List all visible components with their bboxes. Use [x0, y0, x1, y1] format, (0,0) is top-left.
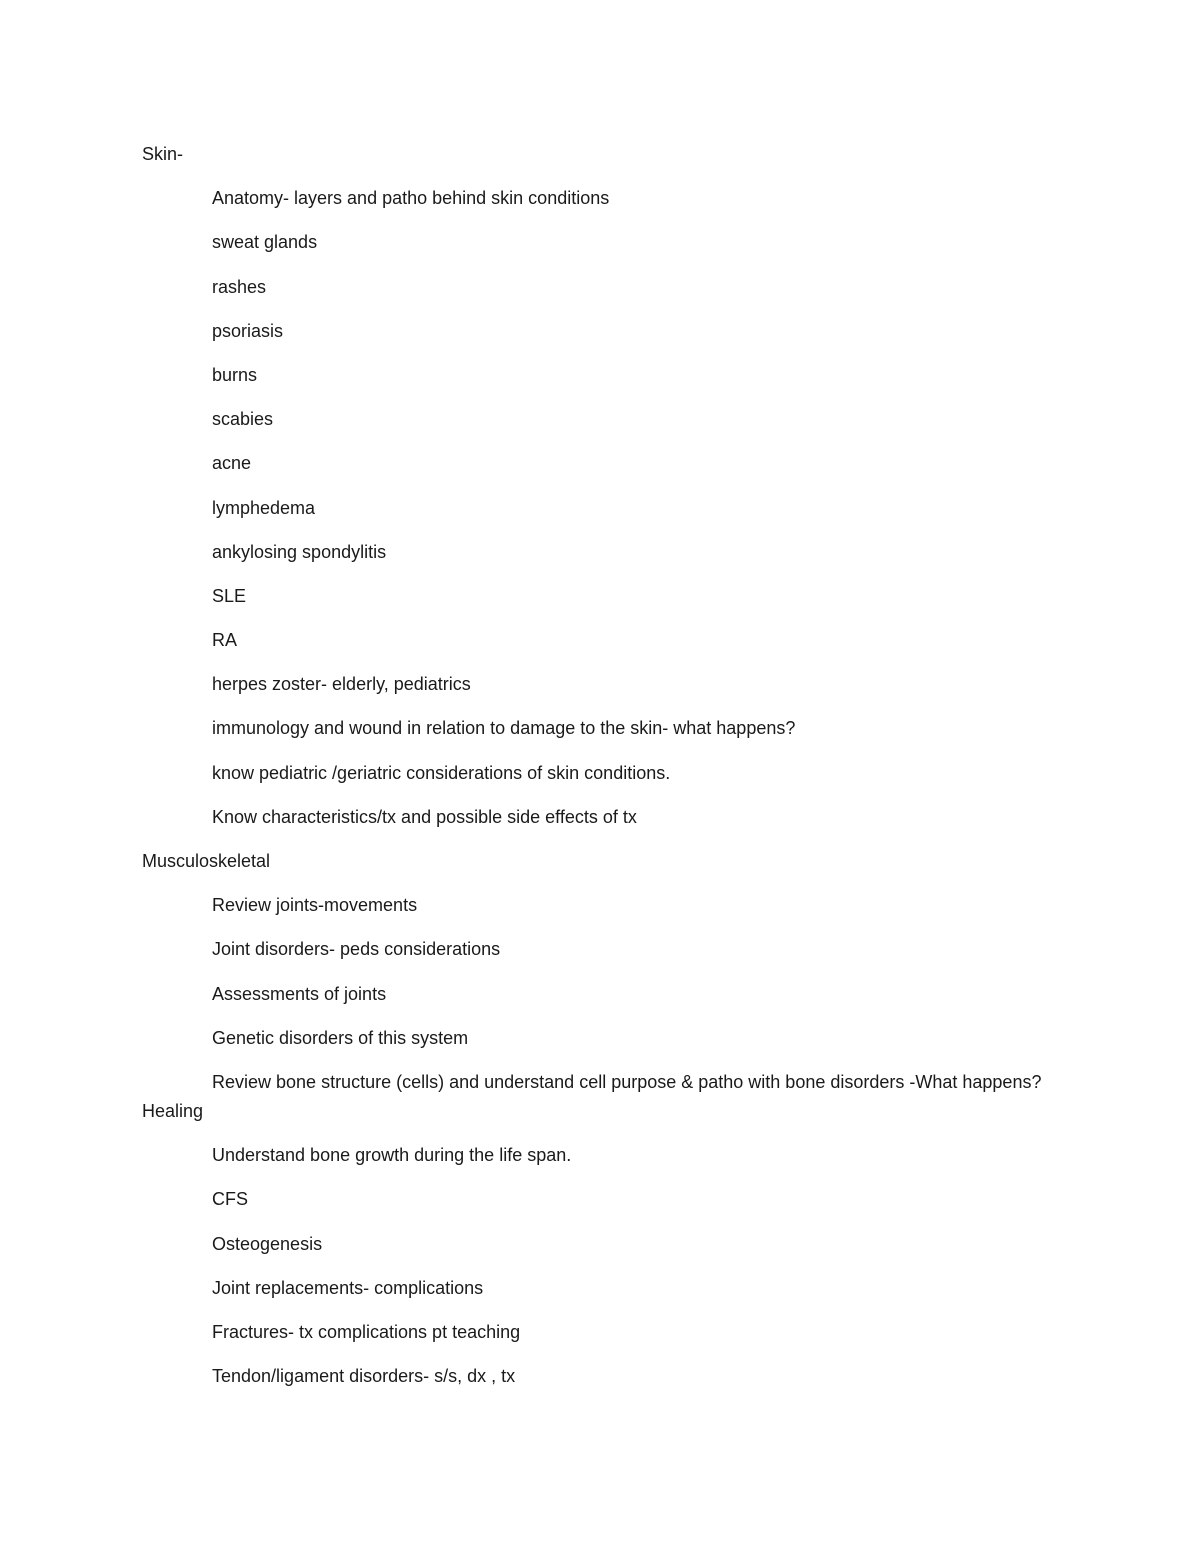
- list-item: Review bone structure (cells) and understand cell purpose & patho with bone disorders -What happens? Healing: [142, 1071, 1042, 1121]
- list-item: rashes: [212, 276, 267, 297]
- list-item: ankylosing spondylitis: [212, 541, 387, 562]
- list-item: Know characteristics/tx and possible side effects of tx: [212, 806, 637, 827]
- section-heading-skin: Skin-: [142, 144, 184, 164]
- list-item: scabies: [212, 409, 274, 430]
- study-outline: [142, 140, 1062, 1406]
- list-item: RA: [212, 630, 238, 651]
- list-item: Osteogenesis: [212, 1233, 323, 1254]
- list-item: CFS: [212, 1189, 248, 1210]
- section-heading-musculoskeletal: Musculoskeletal: [142, 851, 271, 871]
- list-item: acne: [212, 453, 252, 474]
- list-item: Genetic disorders of this system: [212, 1027, 469, 1048]
- list-item: Understand bone growth during the life span.: [212, 1145, 572, 1166]
- list-item: lymphedema: [212, 497, 316, 518]
- list-item: Joint disorders- peds considerations: [212, 939, 501, 960]
- list-item: Tendon/ligament disorders- s/s, dx , tx: [212, 1366, 516, 1387]
- list-item: sweat glands: [212, 232, 318, 253]
- list-item: immunology and wound in relation to damage to the skin- what happens?: [212, 718, 796, 739]
- list-item: know pediatric /geriatric considerations of skin conditions.: [212, 762, 671, 783]
- list-item: burns: [212, 364, 258, 385]
- list-item: psoriasis: [212, 320, 284, 341]
- list-item: Assessments of joints: [212, 983, 387, 1004]
- list-item: herpes zoster- elderly, pediatrics: [212, 674, 471, 695]
- list-item: Fractures- tx complications pt teaching: [212, 1321, 521, 1342]
- list-item: Review joints-movements: [212, 895, 418, 916]
- list-item: Anatomy- layers and patho behind skin conditions: [212, 188, 610, 209]
- list-item: SLE: [212, 585, 247, 606]
- list-item: Joint replacements- complications: [212, 1277, 484, 1298]
